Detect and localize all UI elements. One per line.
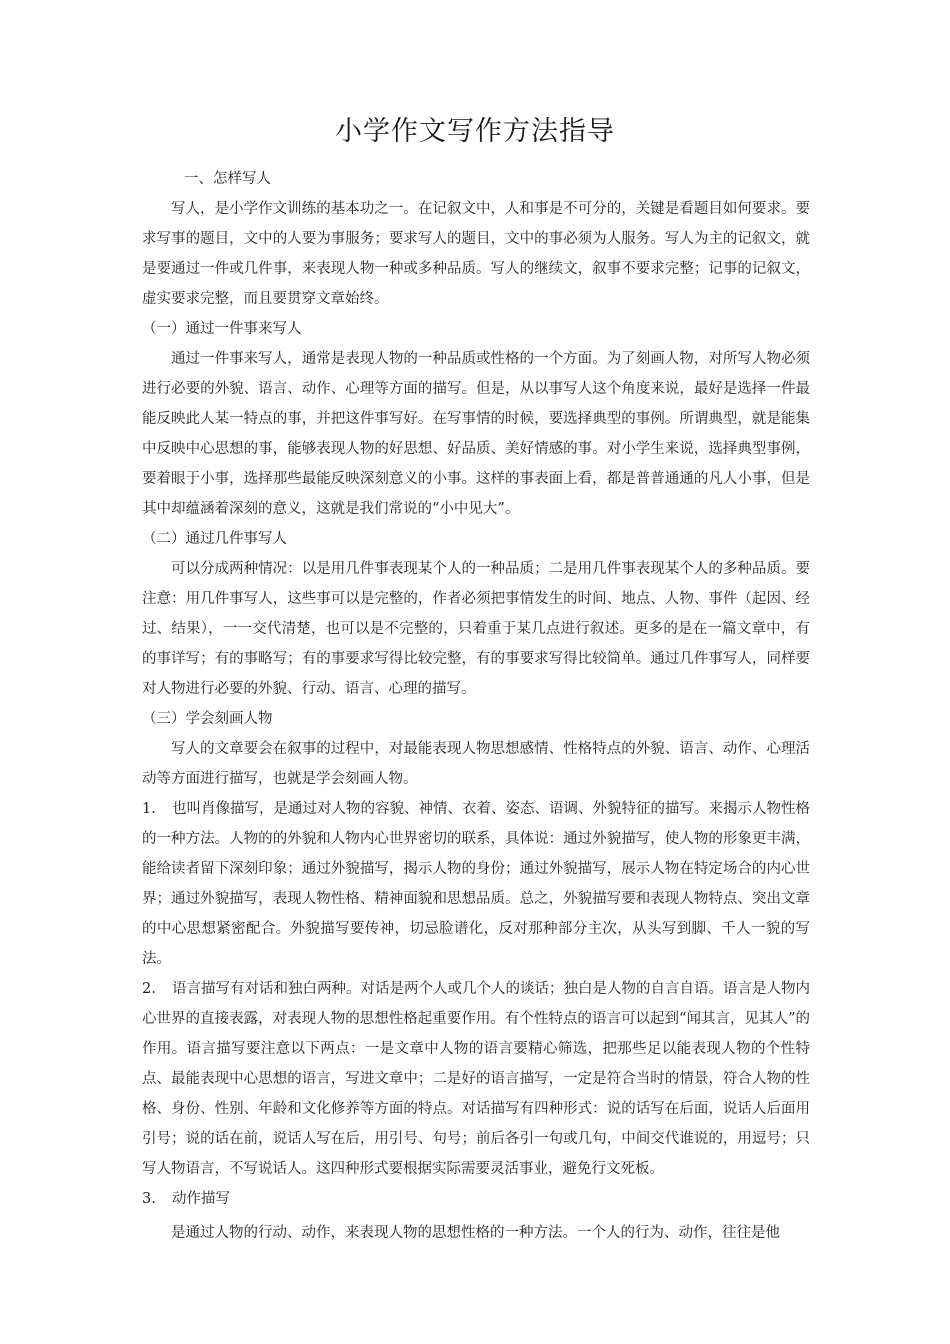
subsection-heading-2: （二）通过几件事写人 [142,531,287,547]
document-body [142,164,810,1248]
list-item-3-paragraph: 是通过人物的行动、动作，来表现人物的思想性格的一种方法。一个人的行为、动作，往往是他 [171,1225,780,1241]
subsection-1-paragraph: 通过一件事来写人，通常是表现人物的一种品质或性格的一个方面。为了刻画人物，对所写人物必须进行必要的外貌、语言、动作、心理等方面的描写。但是，从以事写人这个角度来说，最好是选择一件最能反映此人某一特点的事，并把这件事写好。在写事情的时候，要选择典型的事例。所谓典型，就是能集中反映中心思想的事，能够表现人物的好思想、好品质、美好情感的事。对小学生来说，选择典型事例，要着眼于小事，选择那些最能反映深刻意义的小事。这样的事表面上看，都是普普通通的凡人小事，但是其中却蕴涵着深刻的意义，这就是我们常说的“小中见大”。 [142,351,810,517]
list-number: 1. [142,801,156,817]
list-item-2 [142,974,810,1184]
list-number: 3. [142,1191,156,1207]
list-item-text: 动作描写 [172,1191,230,1207]
list-number: 2. [142,981,156,997]
section-heading: 一、怎样写人 [184,171,272,187]
list-item-text: 语言描写有对话和独白两种。对话是两个人或几个人的谈话；独白是人物的自言自语。语言是人物内心世界的直接表露，对表现人物的思想性格起重要作用。有个性特点的语言可以起到“闻其言，见其人”的作用。语言描写要注意以下两点：一是文章中人物的语言要精心筛选，把那些足以能表现人物的个性特点、最能表现中心思想的语言，写进文章中；二是好的语言描写，一定是符合当时的情景，符合人物的性格、身份、性别、年龄和文化修养等方面的特点。对话描写有四种形式：说的话写在后面，说话人后面用引号；说的话在前，说话人写在后，用引号、句号；前后各引一句或几句，中间交代谁说的，用逗号；只写人物语言，不写说话人。这四种形式要根据实际需要灵活事业，避免行文死板。 [142,981,810,1177]
subsection-heading-1: （一）通过一件事来写人 [142,321,302,337]
subsection-3-paragraph: 写人的文章要会在叙事的过程中，对最能表现人物思想感情、性格特点的外貌、语言、动作、心理活动等方面进行描写，也就是学会刻画人物。 [142,741,810,787]
list-item-3 [142,1184,810,1214]
list-item-1 [142,794,810,974]
list-item-text: 也叫肖像描写，是通过对人物的容貌、神情、衣着、姿态、语调、外貌特征的描写。来揭示人物性格的一种方法。人物的的外貌和人物内心世界密切的联系，具体说：通过外貌描写，使人物的形象更丰满，能给读者留下深刻印象；通过外貌描写，揭示人物的身份；通过外貌描写，展示人物在特定场合的内心世界；通过外貌描写，表现人物性格、精神面貌和思想品质。总之，外貌描写要和表现人物特点、突出文章的中心思想紧密配合。外貌描写要传神，切忌脸谱化，反对那种部分主次，从头写到脚、千人一貌的写法。 [142,801,810,967]
intro-paragraph: 写人，是小学作文训练的基本功之一。在记叙文中，人和事是不可分的，关键是看题目如何要求。要求写事的题目，文中的人要为事服务；要求写人的题目，文中的事必须为人服务。写人为主的记叙文，就是要通过一件或几件事，来表现人物一种或多种品质。写人的继续文，叙事不要求完整；记事的记叙文，虚实要求完整，而且要贯穿文章始终。 [142,201,810,307]
subsection-heading-3: （三）学会刻画人物 [142,711,273,727]
document-title: 小学作文写作方法指导 [335,116,615,147]
subsection-2-paragraph: 可以分成两种情况：以是用几件事表现某个人的一种品质；二是用几件事表现某个人的多种品质。要注意：用几件事写人，这些事可以是完整的，作者必须把事情发生的时间、地点、人物、事件（起因、经过、结果），一一交代清楚，也可以是不完整的，只着重于某几点进行叙述。更多的是在一篇文章中，有的事详写；有的事略写；有的事要求写得比较完整，有的事要求写得比较简单。通过几件事写人，同样要对人物进行必要的外貌、行动、语言、心理的描写。 [142,561,810,697]
